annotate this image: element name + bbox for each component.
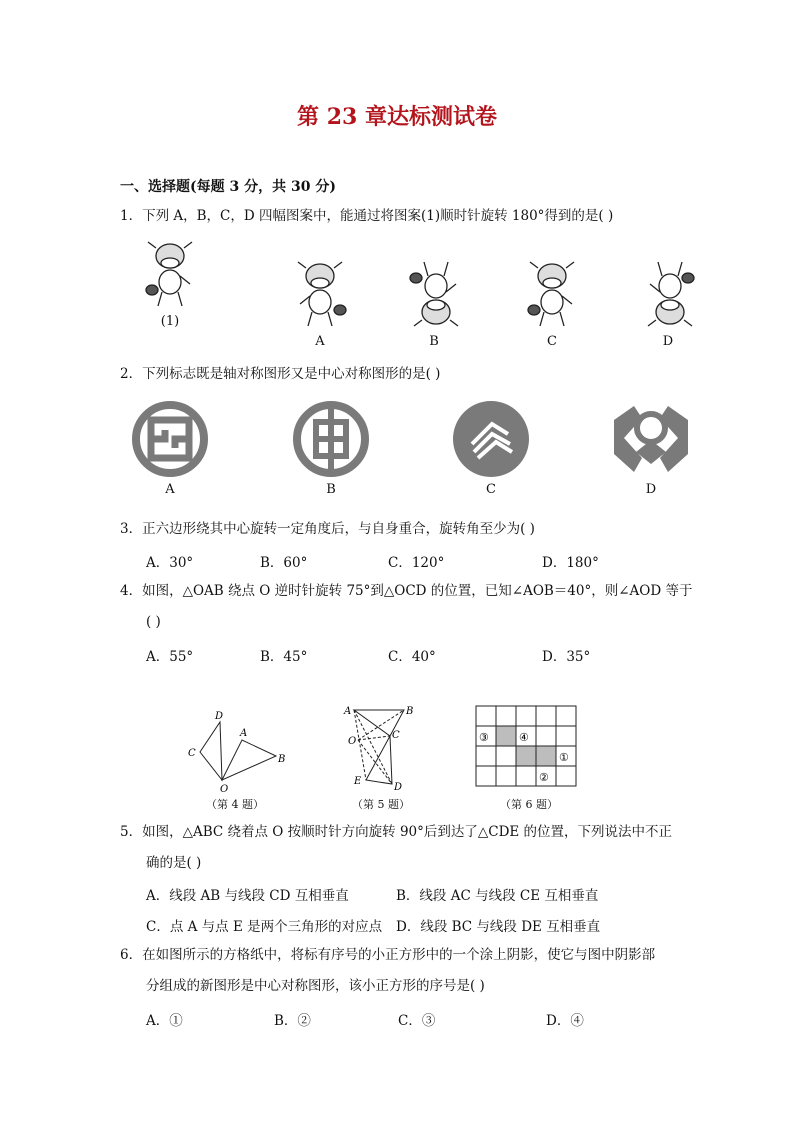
- q2-label-b: B: [326, 482, 336, 497]
- question-1-stem: 1．下列 A，B，C，D 四幅图案中，能通过将图案(1)顺时针旋转 180°得到的是( ): [120, 208, 614, 224]
- q2-logo-c: [452, 400, 530, 478]
- fig5-point-b: B: [406, 706, 414, 717]
- q1-figure-a: [290, 256, 352, 332]
- q1-label-c: C: [547, 334, 557, 349]
- fig4-point-b: B: [278, 754, 286, 765]
- q2-label-c: C: [486, 482, 496, 497]
- q3-option-b: B．60°: [260, 555, 308, 571]
- fig5-point-o: O: [348, 736, 357, 747]
- q5-option-d: D．线段 BC 与线段 DE 互相垂直: [396, 919, 601, 935]
- fig6-mark-2: ②: [539, 771, 549, 784]
- question-3-stem: 3．正六边形绕其中心旋转一定角度后，与自身重合，旋转角至少为( ): [120, 521, 535, 537]
- q6-option-c: C．③: [398, 1013, 436, 1029]
- fig5-point-c: C: [392, 730, 400, 741]
- figure-4: [180, 706, 300, 796]
- fig5-point-e: E: [354, 776, 362, 787]
- q1-figure-c: [522, 256, 584, 332]
- figure-6-caption: （第 6 题）: [500, 798, 558, 811]
- q4-option-b: B．45°: [260, 649, 308, 665]
- q6-option-d: D．④: [546, 1013, 584, 1029]
- fig6-mark-3: ③: [479, 731, 489, 744]
- figure-5-caption: （第 5 题）: [352, 798, 410, 811]
- fig6-mark-1: ①: [559, 751, 569, 764]
- q2-logo-b: [292, 400, 370, 478]
- figure-5: [344, 702, 418, 794]
- figure-6: [476, 706, 576, 786]
- question-6-stem-line2: 分组成的新图形是中心对称图形，该小正方形的序号是( ): [146, 978, 485, 994]
- question-2-stem: 2．下列标志既是轴对称图形又是中心对称图形的是( ): [120, 366, 441, 382]
- q6-option-a: A．①: [146, 1013, 183, 1029]
- question-4-stem-line2: ( ): [146, 614, 161, 630]
- question-5-stem-line2: 确的是( ): [146, 855, 202, 871]
- figure-4-caption: （第 4 题）: [206, 798, 264, 811]
- page-title: 第 23 章达标测试卷: [297, 104, 497, 130]
- section-heading: 一、选择题(每题 3 分，共 30 分): [120, 179, 336, 195]
- fig4-point-c: C: [188, 748, 196, 759]
- q1-figure-d: [638, 256, 700, 332]
- q1-figure-original: [140, 236, 202, 312]
- q2-label-a: A: [165, 482, 175, 497]
- q1-label-b: B: [429, 334, 439, 349]
- question-6-stem-line1: 6．在如图所示的方格纸中，将标有序号的小正方形中的一个涂上阴影，使它与图中阴影部: [120, 947, 656, 963]
- q5-option-b: B．线段 AC 与线段 CE 互相垂直: [396, 888, 599, 904]
- fig6-mark-4: ④: [519, 731, 529, 744]
- fig4-point-a: A: [240, 728, 248, 739]
- q6-option-b: B．②: [274, 1013, 311, 1029]
- q4-option-d: D．35°: [542, 649, 591, 665]
- q1-label-a: A: [315, 334, 325, 349]
- fig4-point-o: O: [220, 784, 229, 795]
- question-4-stem-line1: 4．如图，△OAB 绕点 O 逆时针旋转 75°到△OCD 的位置，已知∠AOB＝40°，则∠AOD 等于: [120, 583, 693, 599]
- q1-label-original: (1): [160, 314, 180, 329]
- q2-logo-a: [131, 400, 209, 478]
- q3-option-c: C．120°: [388, 555, 445, 571]
- fig4-point-d: D: [215, 711, 224, 722]
- question-5-stem-line1: 5．如图，△ABC 绕着点 O 按顺时针方向旋转 90°后到达了△CDE 的位置，下列说法中不正: [120, 824, 673, 840]
- q3-option-d: D．180°: [542, 555, 599, 571]
- q1-figure-b: [404, 256, 466, 332]
- q2-label-d: D: [645, 482, 657, 497]
- q5-option-a: A．线段 AB 与线段 CD 互相垂直: [146, 888, 349, 904]
- q2-logo-d: [612, 402, 690, 476]
- fig5-point-d: D: [394, 782, 403, 793]
- q5-option-c: C．点 A 与点 E 是两个三角形的对应点: [146, 919, 383, 935]
- q1-label-d: D: [662, 334, 674, 349]
- q3-option-a: A．30°: [146, 555, 194, 571]
- fig5-point-a: A: [344, 706, 352, 717]
- q4-option-c: C．40°: [388, 649, 436, 665]
- q4-option-a: A．55°: [146, 649, 194, 665]
